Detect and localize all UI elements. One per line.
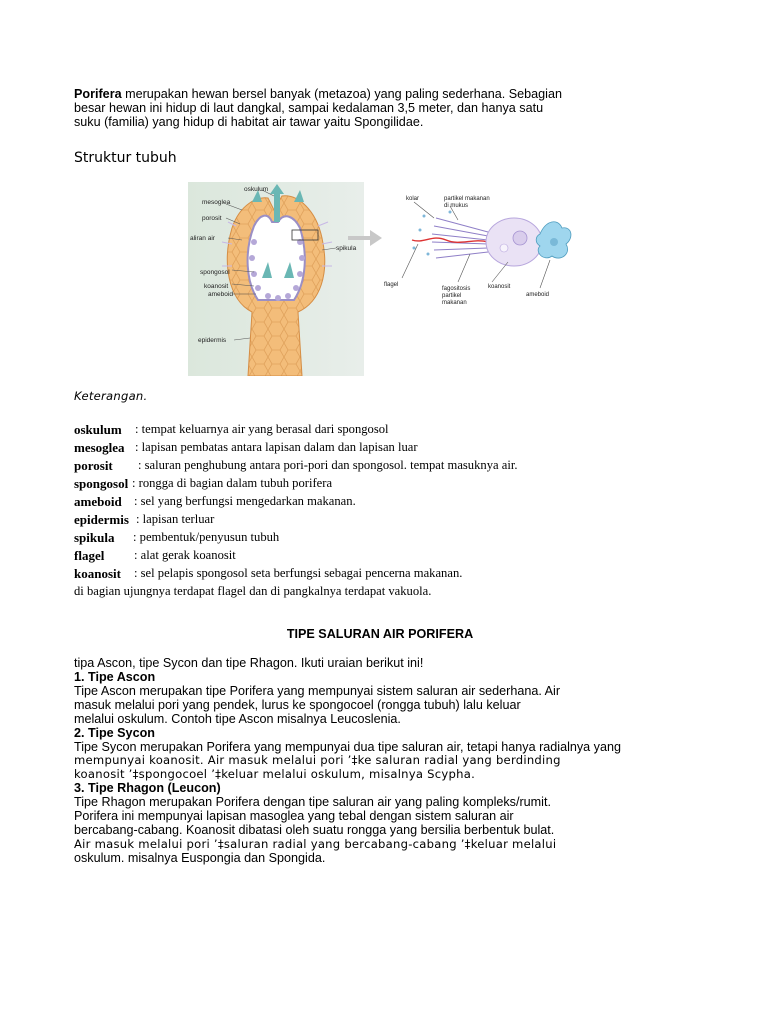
glossary-term: epidermis — [74, 512, 129, 527]
label-porosit: porosit — [202, 215, 222, 222]
ascon-line-3: melalui oskulum. Contoh tipe Ascon misalnya Leucoslenia. — [74, 712, 401, 726]
glossary-term: mesoglea — [74, 440, 125, 455]
tipe-intro: tipa Ascon, tipe Sycon dan tipe Rhagon. Ikuti uraian berikut ini! — [74, 656, 424, 670]
label-partikel-1: partikel makanan — [444, 196, 490, 202]
rhagon-line-4: Air masuk melalui pori ’‡saluran radial yang bercabang-cabang ’‡keluar melalui — [74, 837, 557, 851]
glossary-term: ameboid — [74, 494, 122, 509]
label-fagositosis-2: partikel — [442, 293, 462, 299]
ascon-line-1: Tipe Ascon merupakan tipe Porifera yang mempunyai sistem saluran air sederhana. Air — [74, 684, 561, 698]
porifera-structure-diagram — [188, 182, 574, 376]
rhagon-line-3: bercabang-cabang. Koanosit dibatasi oleh suatu rongga yang bersilia berbentuk bulat. — [74, 823, 555, 837]
glossary-def: : lapisan pembatas antara lapisan dalam dan lapisan luar — [135, 440, 418, 454]
glossary-def: : pembentuk/penyusun tubuh — [133, 530, 280, 544]
ascon-line-2: masuk melalui pori yang pendek, lurus ke spongocoel (rongga tubuh) lalu keluar — [74, 698, 521, 712]
glossary-def: : tempat keluarnya air yang berasal dari spongosol — [135, 422, 389, 436]
label-kolar: kolar — [406, 196, 420, 202]
glossary-def: : sel yang berfungsi mengedarkan makanan. — [134, 494, 356, 508]
intro-line-3: suku (familia) yang hidup di habitat air tawar yaitu Spongilidae. — [74, 115, 424, 129]
label-fagositosis-1: fagositosis — [442, 286, 471, 292]
label-oskulum: oskulum — [244, 186, 269, 193]
choanocyte-cell-illustration — [412, 211, 571, 267]
sycon-line-2: mempunyai koanosit. Air masuk melalui pori ’‡ke saluran radial yang berdinding — [74, 753, 561, 767]
glossary-def: : sel pelapis spongosol seta berfungsi sebagai pencerna makanan. — [134, 566, 463, 580]
glossary-term: oskulum — [74, 422, 122, 437]
label-flagel: flagel — [384, 282, 399, 288]
label-koanosit: koanosit — [204, 283, 229, 290]
glossary-def: : saluran penghubung antara pori-pori dan spongosol. tempat masuknya air. — [138, 458, 518, 472]
glossary-term: spikula — [74, 530, 115, 545]
glossary-term: spongosol — [74, 476, 129, 491]
label-epidermis: epidermis — [198, 337, 227, 344]
glossary-term: flagel — [74, 548, 105, 563]
ascon-title: 1. Tipe Ascon — [74, 670, 156, 684]
label-aliran-air: aliran air — [190, 235, 215, 242]
intro-line-1 — [74, 87, 562, 101]
glossary-def: : rongga di bagian dalam tubuh porifera — [132, 476, 333, 490]
intro-line-2: besar hewan ini hidup di laut dangkal, sampai kedalaman 3,5 meter, dan hanya satu — [74, 101, 544, 115]
tipe-heading: TIPE SALURAN AIR PORIFERA — [286, 627, 474, 641]
rhagon-line-5: oskulum. misalnya Euspongia dan Spongida. — [74, 851, 326, 865]
section-title: Struktur tubuh — [74, 150, 177, 166]
rhagon-title: 3. Tipe Rhagon (Leucon) — [74, 781, 221, 795]
label-fagositosis-3: makanan — [442, 300, 467, 306]
intro-bold-term: Porifera — [74, 87, 122, 101]
glossary-term: koanosit — [74, 566, 121, 581]
label-koanosit-right: koanosit — [488, 284, 511, 290]
glossary-def: : alat gerak koanosit — [134, 548, 236, 562]
glossary-term: porosit — [74, 458, 113, 473]
glossary-tail: di bagian ujungnya terdapat flagel dan di pangkalnya terdapat vakuola. — [74, 584, 432, 598]
label-mesoglea: mesoglea — [202, 199, 231, 206]
rhagon-line-2: Porifera ini mempunyai lapisan masoglea yang tebal dengan sistem saluran air — [74, 809, 514, 823]
sycon-line-3: koanosit ’‡spongocoel ’‡keluar melalui oskulum, misalnya Scypha. — [74, 767, 476, 781]
keterangan-label: Keterangan. — [74, 389, 148, 403]
rhagon-line-1: Tipe Rhagon merupakan Porifera dengan tipe saluran air yang paling kompleks/rumit. — [74, 795, 551, 809]
sycon-line-1: Tipe Sycon merupakan Porifera yang mempunyai dua tipe saluran air, tetapi hanya radialnya yang — [74, 740, 621, 754]
label-spikula: spikula — [336, 245, 357, 252]
sycon-title: 2. Tipe Sycon — [74, 726, 155, 740]
glossary-def: : lapisan terluar — [136, 512, 215, 526]
label-ameboid-right: ameboid — [526, 292, 550, 298]
label-ameboid: ameboid — [208, 291, 233, 298]
intro-line-1-text: merupakan hewan bersel banyak (metazoa) yang paling sederhana. Sebagian — [121, 87, 562, 101]
label-spongosol: spongosol — [200, 269, 230, 276]
label-partikel-2: di mukus — [444, 203, 469, 209]
